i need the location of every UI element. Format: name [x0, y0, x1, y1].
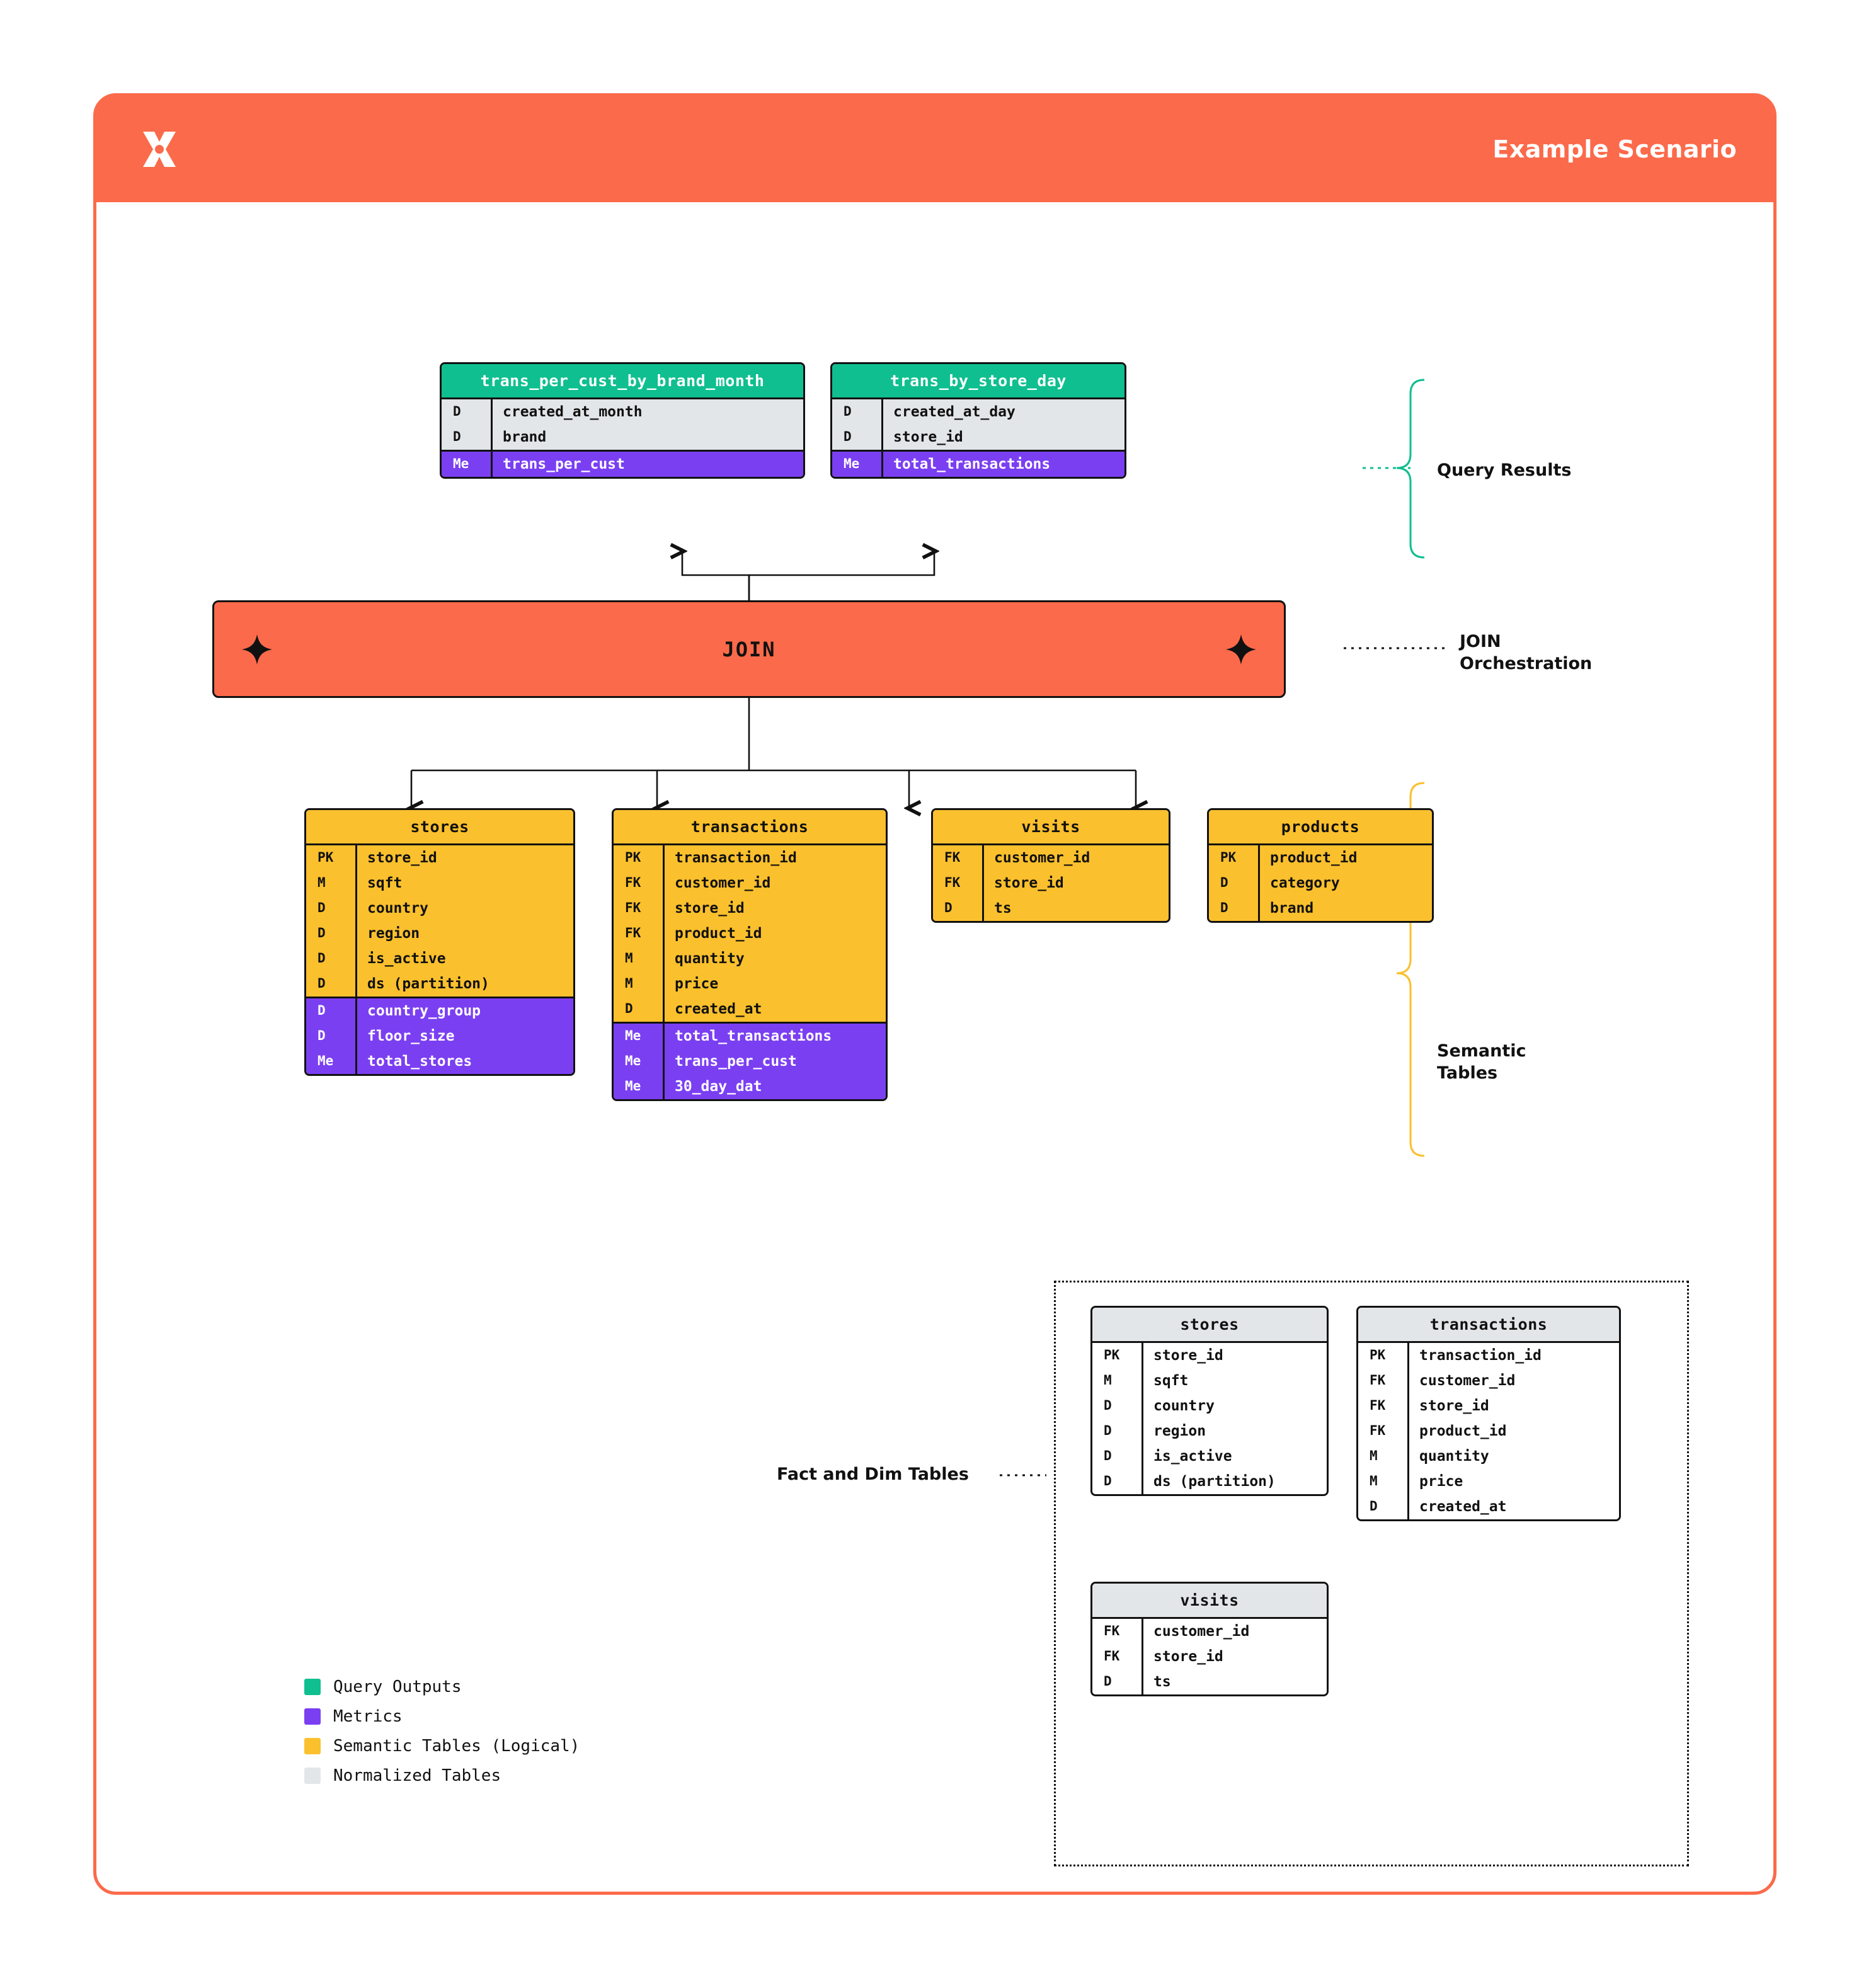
column-tag: FK — [944, 850, 961, 865]
column-tag: FK — [625, 925, 641, 940]
table-row — [442, 452, 803, 477]
page-title: Example Scenario — [1492, 135, 1737, 163]
column-tag: D — [318, 976, 326, 991]
column-tag: Me — [625, 1078, 641, 1094]
column-tag: FK — [1370, 1373, 1386, 1388]
column-name: ds (partition) — [355, 971, 573, 997]
column-name: ts — [1141, 1669, 1327, 1694]
table-row — [1092, 1469, 1327, 1494]
annotation-join-orchestration — [1460, 631, 1592, 675]
legend-item — [304, 1737, 580, 1756]
column-tag: D — [453, 429, 461, 444]
column-name: ds (partition) — [1141, 1469, 1327, 1494]
table-row — [1209, 896, 1432, 921]
column-name: transaction_id — [1407, 1343, 1619, 1368]
column-rows — [306, 845, 573, 997]
column-name: total_transactions — [881, 452, 1124, 477]
table-row — [614, 896, 886, 921]
column-tag: FK — [1104, 1648, 1120, 1664]
table-row — [442, 425, 803, 450]
annotation-semantic-tables — [1437, 1040, 1526, 1084]
table-row — [1358, 1368, 1619, 1393]
column-name: created_at — [663, 997, 886, 1022]
query-result-card[interactable] — [830, 362, 1126, 479]
column-name: country_group — [355, 998, 573, 1024]
column-name: store_id — [1141, 1644, 1327, 1669]
column-name: sqft — [355, 871, 573, 896]
annotation-line: Semantic — [1437, 1041, 1526, 1061]
column-tag: D — [318, 900, 326, 915]
legend-item — [304, 1677, 580, 1696]
table-title: stores — [1092, 1308, 1327, 1343]
column-rows — [1209, 845, 1432, 921]
column-tag: D — [625, 1001, 633, 1016]
table-row — [614, 1024, 886, 1049]
table-row — [1092, 1343, 1327, 1368]
column-tag: D — [318, 925, 326, 940]
table-row — [1209, 871, 1432, 896]
column-name: region — [1141, 1419, 1327, 1444]
column-name: ts — [982, 896, 1169, 921]
column-name: category — [1258, 871, 1432, 896]
table-row — [832, 399, 1124, 425]
column-name: trans_per_cust — [491, 452, 803, 477]
table-row — [1092, 1419, 1327, 1444]
table-row — [933, 896, 1169, 921]
diagram-canvas — [96, 96, 1780, 1898]
semantic-table-transactions[interactable] — [612, 808, 888, 1101]
table-row — [614, 921, 886, 946]
legend-item — [304, 1766, 580, 1785]
table-row — [306, 871, 573, 896]
table-title: products — [1209, 810, 1432, 845]
column-name: price — [1407, 1469, 1619, 1494]
sparkle-icon — [241, 633, 273, 666]
column-name: is_active — [355, 946, 573, 971]
dimension-rows — [832, 399, 1124, 450]
table-row — [1358, 1469, 1619, 1494]
column-tag: PK — [1220, 850, 1237, 865]
column-tag: M — [625, 951, 633, 966]
column-name: product_id — [663, 921, 886, 946]
legend-swatch-normalized-tables — [304, 1768, 321, 1784]
fact-dim-table-visits[interactable] — [1090, 1582, 1329, 1696]
column-name: store_id — [355, 845, 573, 871]
annotation-query-results: Query Results — [1437, 460, 1572, 480]
column-name: product_id — [1407, 1419, 1619, 1444]
column-rows — [1358, 1343, 1619, 1519]
column-name: customer_id — [1407, 1368, 1619, 1393]
column-tag: Me — [453, 456, 469, 471]
column-name: 30_day_dat — [663, 1074, 886, 1099]
table-row — [1358, 1419, 1619, 1444]
semantic-table-stores[interactable] — [304, 808, 575, 1076]
column-rows — [614, 845, 886, 1022]
column-name: store_id — [881, 425, 1124, 450]
column-tag: D — [944, 900, 953, 915]
column-tag: PK — [318, 850, 334, 865]
table-row — [614, 871, 886, 896]
column-name: sqft — [1141, 1368, 1327, 1393]
column-name: customer_id — [663, 871, 886, 896]
table-row — [1092, 1644, 1327, 1669]
legend-label: Semantic Tables (Logical) — [333, 1737, 580, 1756]
column-name: region — [355, 921, 573, 946]
column-name: quantity — [1407, 1444, 1619, 1469]
column-name: store_id — [982, 871, 1169, 896]
table-row — [614, 1074, 886, 1099]
column-name: product_id — [1258, 845, 1432, 871]
column-tag: Me — [625, 1053, 641, 1068]
table-title: transactions — [1358, 1308, 1619, 1343]
column-tag: FK — [1104, 1623, 1120, 1638]
column-name: created_at_month — [491, 399, 803, 425]
dimension-rows — [442, 399, 803, 450]
sparkle-icon — [1225, 633, 1257, 666]
table-title: trans_by_store_day — [832, 364, 1124, 399]
legend-label: Query Outputs — [333, 1677, 462, 1696]
table-row — [1358, 1393, 1619, 1419]
join-orchestration-bar[interactable] — [212, 600, 1286, 698]
column-name: total_stores — [355, 1049, 573, 1074]
table-row — [1209, 845, 1432, 871]
column-tag: D — [1370, 1499, 1378, 1514]
column-tag: D — [318, 1028, 326, 1043]
column-tag: M — [318, 875, 326, 890]
annotation-fact-dim-tables: Fact and Dim Tables — [777, 1465, 969, 1484]
column-name: country — [1141, 1393, 1327, 1419]
semantic-table-visits[interactable] — [931, 808, 1170, 923]
column-tag: M — [625, 976, 633, 991]
column-tag: PK — [625, 850, 641, 865]
column-tag: FK — [944, 875, 961, 890]
column-tag: FK — [1370, 1398, 1386, 1413]
column-rows — [1092, 1343, 1327, 1494]
legend — [304, 1677, 580, 1796]
column-name: store_id — [1407, 1393, 1619, 1419]
legend-swatch-semantic-tables — [304, 1738, 321, 1754]
column-name: country — [355, 896, 573, 921]
column-tag: D — [844, 429, 852, 444]
table-row — [614, 997, 886, 1022]
column-name: floor_size — [355, 1024, 573, 1049]
column-tag: D — [1220, 875, 1228, 890]
column-name: brand — [1258, 896, 1432, 921]
column-name: brand — [491, 425, 803, 450]
table-row — [832, 425, 1124, 450]
table-row — [832, 452, 1124, 477]
table-row — [933, 871, 1169, 896]
table-row — [1092, 1619, 1327, 1644]
table-row — [614, 1049, 886, 1074]
legend-swatch-query-outputs — [304, 1679, 321, 1695]
table-row — [306, 1049, 573, 1074]
table-row — [1092, 1669, 1327, 1694]
column-tag: M — [1370, 1448, 1378, 1463]
table-row — [1092, 1368, 1327, 1393]
table-row — [1358, 1494, 1619, 1519]
metric-rows — [306, 997, 573, 1074]
table-row — [933, 845, 1169, 871]
metric-rows — [614, 1022, 886, 1099]
column-tag: D — [1104, 1423, 1112, 1438]
table-title: stores — [306, 810, 573, 845]
column-rows — [1092, 1619, 1327, 1694]
column-tag: FK — [625, 875, 641, 890]
column-tag: PK — [1370, 1347, 1386, 1362]
column-tag: D — [318, 951, 326, 966]
table-row — [306, 845, 573, 871]
table-row — [1358, 1343, 1619, 1368]
column-tag: PK — [1104, 1347, 1120, 1362]
table-title: trans_per_cust_by_brand_month — [442, 364, 803, 399]
join-label: JOIN — [722, 637, 776, 661]
table-row — [306, 921, 573, 946]
fact-dim-table-transactions[interactable] — [1356, 1306, 1621, 1521]
annotation-line: JOIN — [1460, 632, 1501, 651]
table-row — [306, 971, 573, 997]
legend-label: Metrics — [333, 1707, 403, 1726]
table-row — [1092, 1393, 1327, 1419]
table-row — [1092, 1444, 1327, 1469]
column-tag: FK — [1370, 1423, 1386, 1438]
column-tag: D — [844, 404, 852, 419]
column-tag: Me — [318, 1053, 334, 1068]
column-tag: FK — [625, 900, 641, 915]
table-row — [306, 998, 573, 1024]
column-name: transaction_id — [663, 845, 886, 871]
column-name: store_id — [663, 896, 886, 921]
annotation-line: Orchestration — [1460, 654, 1593, 674]
column-name: customer_id — [982, 845, 1169, 871]
column-tag: M — [1104, 1373, 1112, 1388]
table-row — [442, 399, 803, 425]
table-title: visits — [1092, 1584, 1327, 1619]
legend-swatch-metrics — [304, 1708, 321, 1725]
column-tag: D — [1104, 1473, 1112, 1488]
table-row — [614, 971, 886, 997]
legend-label: Normalized Tables — [333, 1766, 501, 1785]
column-rows — [933, 845, 1169, 921]
column-name: quantity — [663, 946, 886, 971]
metric-rows — [832, 450, 1124, 477]
annotation-line: Tables — [1437, 1063, 1498, 1083]
column-tag: D — [453, 404, 461, 419]
column-name: store_id — [1141, 1343, 1327, 1368]
metric-rows — [442, 450, 803, 477]
column-name: is_active — [1141, 1444, 1327, 1469]
fact-dim-table-stores[interactable] — [1090, 1306, 1329, 1496]
semantic-table-products[interactable] — [1207, 808, 1434, 923]
table-title: transactions — [614, 810, 886, 845]
column-name: created_at_day — [881, 399, 1124, 425]
column-tag: M — [1370, 1473, 1378, 1488]
column-name: created_at — [1407, 1494, 1619, 1519]
table-row — [614, 845, 886, 871]
column-name: price — [663, 971, 886, 997]
table-row — [306, 896, 573, 921]
table-row — [1358, 1444, 1619, 1469]
column-tag: D — [1104, 1674, 1112, 1689]
column-tag: Me — [844, 456, 860, 471]
column-tag: Me — [625, 1028, 641, 1043]
column-name: trans_per_cust — [663, 1049, 886, 1074]
query-result-card[interactable] — [440, 362, 805, 479]
column-name: total_transactions — [663, 1024, 886, 1049]
table-row — [614, 946, 886, 971]
table-row — [306, 1024, 573, 1049]
legend-item — [304, 1707, 580, 1726]
column-tag: D — [318, 1003, 326, 1018]
table-row — [306, 946, 573, 971]
column-tag: D — [1104, 1448, 1112, 1463]
column-tag: D — [1220, 900, 1228, 915]
diagram-frame — [93, 93, 1777, 1895]
table-title: visits — [933, 810, 1169, 845]
column-name: customer_id — [1141, 1619, 1327, 1644]
column-tag: D — [1104, 1398, 1112, 1413]
